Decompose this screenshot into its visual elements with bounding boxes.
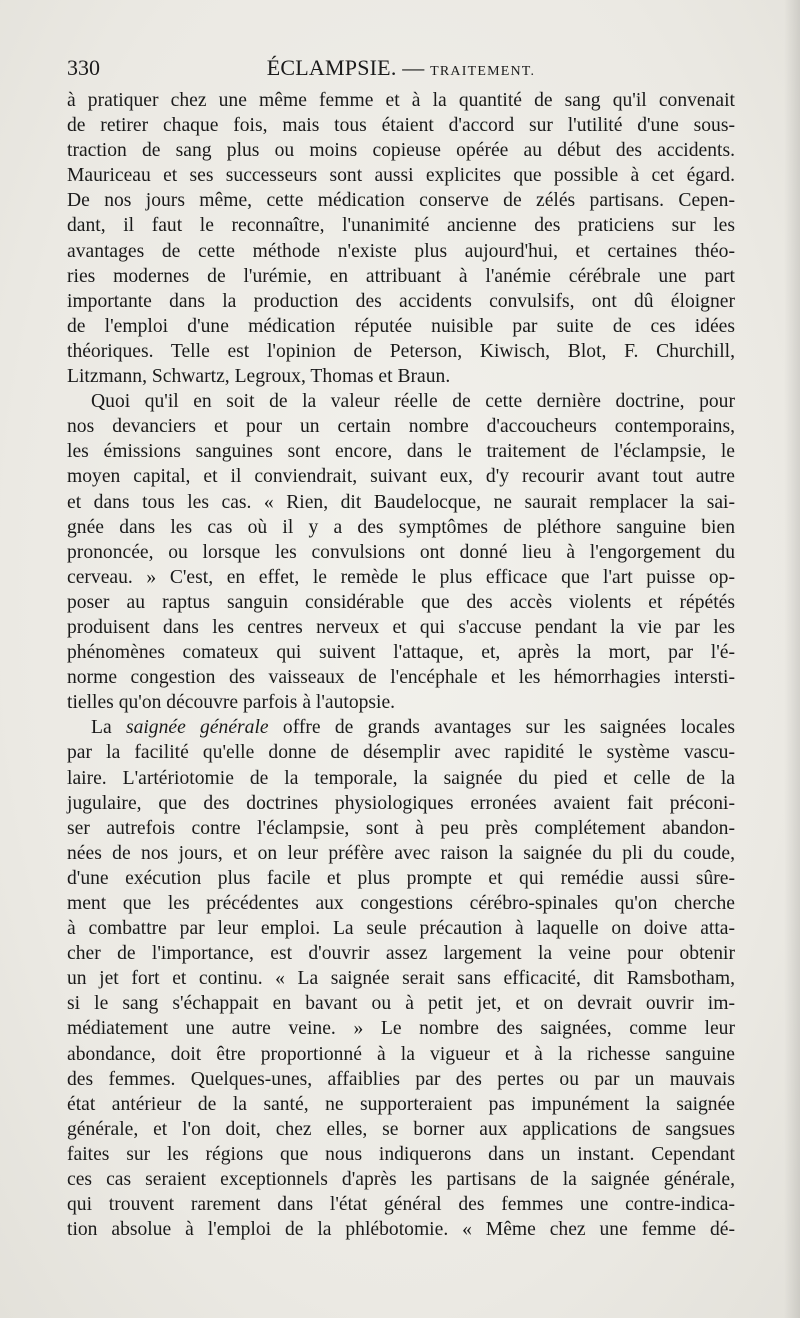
paragraph-end-line: Litzmann, Schwartz, Legroux, Thomas et Braun. xyxy=(67,366,451,388)
page-header xyxy=(67,50,735,84)
text-line: à combattre par leur emploi. La seule précaution à laquelle on doive atta- xyxy=(67,918,735,940)
text-line: cerveau. » C'est, en effet, le remède le plus efficace que l'art puisse op- xyxy=(67,566,735,588)
text-line: état antérieur de la santé, ne supporteraient pas impunément la saignée xyxy=(67,1093,735,1115)
text-line: les émissions sanguines sont encore, dans le traitement de l'éclampsie, le xyxy=(67,441,735,463)
text-line: ries modernes de l'urémie, en attribuant à l'anémie cérébrale une part xyxy=(67,265,735,287)
text-line: ser autrefois contre l'éclampsie, sont à peu près complétement abandon- xyxy=(67,817,735,839)
page-number: 330 xyxy=(67,55,100,80)
text-line: poser au raptus sanguin considérable que des accès violents et répétés xyxy=(67,591,735,613)
text-line: tion absolue à l'emploi de la phlébotomie. « Même chez une femme dé- xyxy=(67,1219,735,1241)
text-line: des femmes. Quelques-unes, affaiblies par des pertes ou par un mauvais xyxy=(67,1068,735,1090)
body-text xyxy=(67,88,735,1242)
text-line: ment que les précédentes aux congestions cérébro-spinales qu'on cherche xyxy=(67,893,735,914)
text-line: si le sang s'échappait en bavant ou à petit jet, et on devrait ouvrir im- xyxy=(67,993,735,1015)
text-line: importante dans la production des accidents convulsifs, ont dû éloigner xyxy=(67,290,735,312)
text-segment: offre de grands avantages sur les saignées locales xyxy=(268,717,735,739)
text-line: un jet fort et continu. « La saignée serait sans efficacité, dit Ramsbotham, xyxy=(67,968,735,990)
text-line: Mauriceau et ses successeurs sont aussi explicites que possible à cet égard. xyxy=(67,165,735,187)
text-line: de l'emploi d'une médication réputée nuisible par suite de ces idées xyxy=(67,315,735,337)
text-line: faites sur les régions que nous indiquerons dans un instant. Cependant xyxy=(67,1143,735,1165)
text-line: traction de sang plus ou moins copieuse opérée au début des accidents. xyxy=(67,140,735,162)
text-line: cher de l'importance, est d'ouvrir assez largement la veine pour obtenir xyxy=(67,943,735,965)
text-line: gnée dans les cas où il y a des symptômes de pléthore sanguine bien xyxy=(67,516,735,538)
running-title xyxy=(67,55,735,81)
text-line: théoriques. Telle est l'opinion de Peterson, Kiwisch, Blot, F. Churchill, xyxy=(67,340,735,362)
page-edge-shadow xyxy=(784,0,800,1318)
text-line: nées de nos jours, et on leur préfère avec raison la saignée du pli du coude, xyxy=(67,842,735,864)
running-title-section: TRAITEMENT. xyxy=(430,64,536,79)
text-line: dant, il faut le reconnaître, l'unanimité ancienne des praticiens sur les xyxy=(67,215,735,237)
text-line: moyen capital, et il conviendrait, suivant eux, d'y recourir avant tout autre xyxy=(67,466,735,488)
text-line: et dans tous les cas. « Rien, dit Baudelocque, ne saurait remplacer la sai- xyxy=(67,491,735,513)
text-line: médiatement une autre veine. » Le nombre des saignées, comme leur xyxy=(67,1018,735,1040)
paragraph-start-line: Quoi qu'il en soit de la valeur réelle de cette dernière doctrine, pour xyxy=(91,391,735,413)
text-line: produisent dans les centres nerveux et qui s'accuse pendant la vie par les xyxy=(67,616,735,638)
paragraph-end-line: tielles qu'on découvre parfois à l'autopsie. xyxy=(67,692,396,714)
text-line: nos devanciers et pour un certain nombre d'accoucheurs contemporains, xyxy=(67,416,735,438)
text-line: laire. L'artériotomie de la temporale, la saignée du pied et celle de la xyxy=(67,767,735,789)
text-line: De nos jours même, cette médication conserve de zélés partisans. Cepen- xyxy=(67,190,735,212)
text-line: qui trouvent rarement dans l'état général des femmes une contre-indica- xyxy=(67,1194,735,1216)
text-line: de retirer chaque fois, mais tous étaient d'accord sur l'utilité d'une sous- xyxy=(67,115,735,137)
text-line: avantages de cette méthode n'existe plus aujourd'hui, et certaines théo- xyxy=(67,240,735,262)
italic-term: saignée générale xyxy=(125,717,269,739)
text-line: à pratiquer chez une même femme et à la quantité de sang qu'il convenait xyxy=(67,90,735,111)
text-line: norme congestion des vaisseaux de l'encéphale et les hémorrhagies intersti- xyxy=(67,667,735,689)
paragraph-start-line xyxy=(67,715,735,740)
running-title-main: ÉCLAMPSIE. — xyxy=(266,55,431,80)
text-line: d'une exécution plus facile et plus prompte et qui remédie aussi sûre- xyxy=(67,867,735,889)
text-segment: La xyxy=(91,717,126,739)
text-line: abondance, doit être proportionné à la vigueur et à la richesse sanguine xyxy=(67,1043,735,1065)
text-line: générale, et l'on doit, chez elles, se borner aux applications de sangsues xyxy=(67,1118,735,1140)
text-line: prononcée, ou lorsque les convulsions ont donné lieu à l'engorgement du xyxy=(67,541,735,563)
text-line: jugulaire, que des doctrines physiologiques erronées avaient fait préconi- xyxy=(67,792,735,814)
text-line: par la facilité qu'elle donne de désemplir avec rapidité le système vascu- xyxy=(67,742,735,764)
text-line: phénomènes comateux qui suivent l'attaque, et, après la mort, par l'é- xyxy=(67,642,735,664)
text-line: ces cas seraient exceptionnels d'après les partisans de la saignée générale, xyxy=(67,1169,735,1191)
